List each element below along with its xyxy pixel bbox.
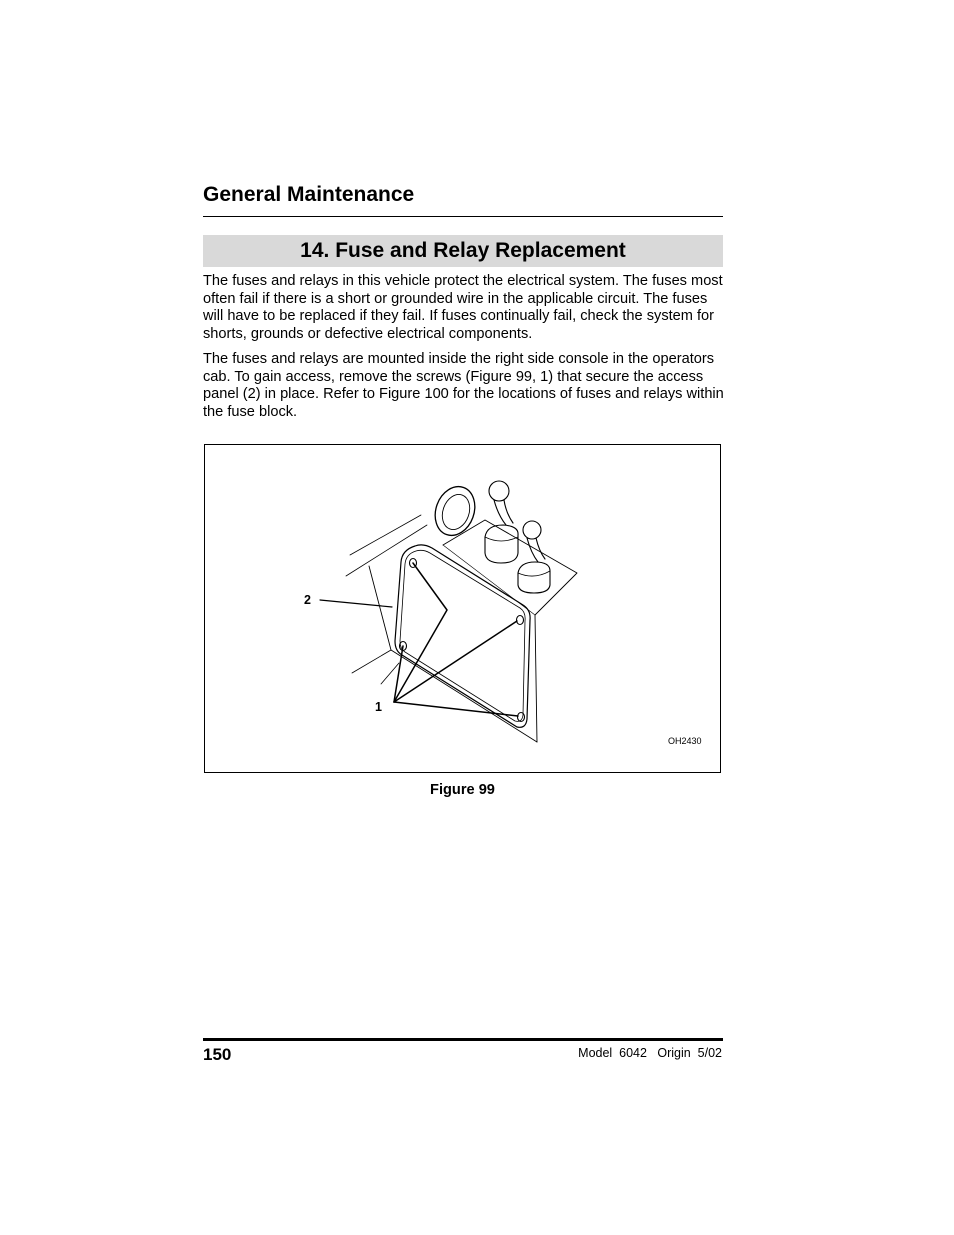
page-number: 150 [203,1045,232,1064]
section-title: General Maintenance [203,183,415,206]
footer-rule [203,1038,723,1041]
callout-2-label: 2 [304,593,311,607]
figure-code: OH2430 [668,736,702,746]
chapter-title: 14. Fuse and Relay Replacement [300,239,626,262]
footer-model-origin: Model 6042 Origin 5/02 [578,1046,722,1060]
chapter-heading-band [203,235,723,267]
console-access-panel-illustration [205,445,722,774]
body-paragraph-2: The fuses and relays are mounted inside the right side console in the operators cab. To gain access, remove the screws (Figure 99, 1) that secure the access panel (2) in place. Refer to Figure 100 for the locations of fuses and relays within the fuse block. [203,351,724,420]
callout-1-label: 1 [375,700,382,714]
header-rule [203,216,723,217]
body-paragraph-1: The fuses and relays in this vehicle protect the electrical system. The fuses most often fail if there is a short or grounded wire in the applicable circuit. The fuses will have to be replaced if they fail. If fuses continually fail, check the system for shorts, grounds or defective electrical components. [203,273,723,342]
figure-frame [204,444,721,773]
figure-caption: Figure 99 [430,782,495,798]
